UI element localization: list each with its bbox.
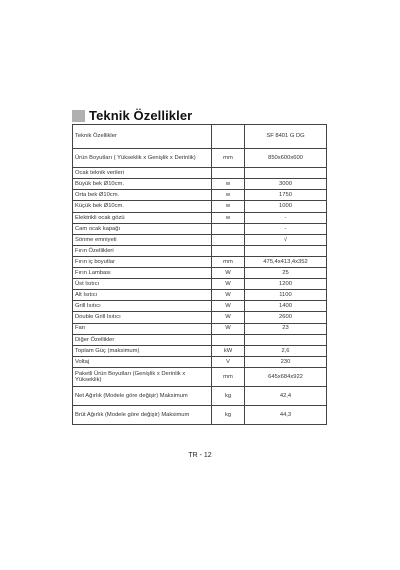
spec-value-cell: 230 bbox=[245, 356, 327, 367]
spec-unit-cell bbox=[212, 223, 245, 234]
spec-value-cell: 475,4x413,4x352 bbox=[245, 256, 327, 267]
spec-value-cell: 25 bbox=[245, 268, 327, 279]
spec-unit-cell bbox=[212, 234, 245, 245]
table-row bbox=[73, 323, 327, 334]
spec-unit-cell: mm bbox=[212, 367, 245, 386]
header-model-cell: SF 8401 G DG bbox=[245, 125, 327, 149]
spec-name-cell: Orta bek Ø10cm. bbox=[73, 190, 212, 201]
header-name-cell: Teknik Özellikler bbox=[73, 125, 212, 149]
spec-name-cell: Grill Isıtıcı bbox=[73, 301, 212, 312]
table-row bbox=[73, 345, 327, 356]
spec-value-cell: 23 bbox=[245, 323, 327, 334]
spec-name-cell: Küçük bek Ø10cm. bbox=[73, 201, 212, 212]
spec-value-cell bbox=[245, 245, 327, 256]
spec-unit-cell: kW bbox=[212, 345, 245, 356]
spec-unit-cell: kg bbox=[212, 387, 245, 406]
spec-value-cell: 42,4 bbox=[245, 387, 327, 406]
spec-name-cell: Cam ocak kapağı bbox=[73, 223, 212, 234]
spec-value-cell: - bbox=[245, 223, 327, 234]
table-row bbox=[73, 356, 327, 367]
heading-marker bbox=[72, 110, 85, 122]
table-row bbox=[73, 301, 327, 312]
spec-name-cell: Ocak teknik verileri bbox=[73, 168, 212, 179]
spec-value-cell: 2,6 bbox=[245, 345, 327, 356]
spec-name-cell: Double Grill Isıtıcı bbox=[73, 312, 212, 323]
table-row bbox=[73, 387, 327, 406]
spec-name-cell: Fan bbox=[73, 323, 212, 334]
spec-unit-cell: w bbox=[212, 179, 245, 190]
table-row bbox=[73, 279, 327, 290]
spec-name-cell: Sönme emniyeti bbox=[73, 234, 212, 245]
spec-name-cell: Elektrikli ocak gözü bbox=[73, 212, 212, 223]
spec-value-cell bbox=[245, 334, 327, 345]
spec-name-cell: Voltaj bbox=[73, 356, 212, 367]
spec-unit-cell: mm bbox=[212, 256, 245, 267]
section-heading bbox=[72, 108, 192, 123]
spec-value-cell: 850x600x600 bbox=[245, 149, 327, 168]
table-row bbox=[73, 149, 327, 168]
table-row bbox=[73, 268, 327, 279]
table-row bbox=[73, 201, 327, 212]
spec-name-cell: Paketli Ürün Boyutları (Genişlik x Derinlik x Yükseklik) bbox=[73, 367, 212, 386]
spec-unit-cell: W bbox=[212, 290, 245, 301]
spec-name-cell: Fırın iç boyutlar bbox=[73, 256, 212, 267]
table-row bbox=[73, 212, 327, 223]
spec-name-cell: Diğer Özellikler bbox=[73, 334, 212, 345]
spec-value-cell: 1100 bbox=[245, 290, 327, 301]
spec-value-cell bbox=[245, 168, 327, 179]
table-row bbox=[73, 312, 327, 323]
table-row bbox=[73, 179, 327, 190]
spec-value-cell: √ bbox=[245, 234, 327, 245]
table-row bbox=[73, 223, 327, 234]
table-row bbox=[73, 367, 327, 386]
spec-unit-cell bbox=[212, 168, 245, 179]
spec-value-cell: 2600 bbox=[245, 312, 327, 323]
table-row bbox=[73, 334, 327, 345]
spec-unit-cell: mm bbox=[212, 149, 245, 168]
spec-name-cell: Üst Isıtıcı bbox=[73, 279, 212, 290]
spec-unit-cell: V bbox=[212, 356, 245, 367]
table-row bbox=[73, 256, 327, 267]
spec-unit-cell: W bbox=[212, 268, 245, 279]
spec-unit-cell: W bbox=[212, 323, 245, 334]
table-row bbox=[73, 234, 327, 245]
spec-unit-cell bbox=[212, 245, 245, 256]
table-row bbox=[73, 168, 327, 179]
spec-name-cell: Net Ağırlık (Modele göre değişir) Maksimum bbox=[73, 387, 212, 406]
header-unit-cell bbox=[212, 125, 245, 149]
table-row bbox=[73, 406, 327, 425]
spec-value-cell: - bbox=[245, 212, 327, 223]
spec-name-cell: Fırın Lambası bbox=[73, 268, 212, 279]
spec-table bbox=[72, 124, 327, 425]
spec-value-cell: 1400 bbox=[245, 301, 327, 312]
table-row bbox=[73, 190, 327, 201]
spec-value-cell: 1200 bbox=[245, 279, 327, 290]
spec-unit-cell: w bbox=[212, 190, 245, 201]
spec-name-cell: Büyük bek Ø10cm. bbox=[73, 179, 212, 190]
spec-value-cell: 1750 bbox=[245, 190, 327, 201]
spec-unit-cell: W bbox=[212, 301, 245, 312]
spec-unit-cell: kg bbox=[212, 406, 245, 425]
spec-name-cell: Ürün Boyutları ( Yükseklik x Genişlik x Derinlik) bbox=[73, 149, 212, 168]
page-number: TR - 12 bbox=[188, 452, 212, 459]
table-row bbox=[73, 245, 327, 256]
spec-unit-cell: w bbox=[212, 201, 245, 212]
spec-unit-cell: W bbox=[212, 279, 245, 290]
spec-name-cell: Fırın Özellikleri bbox=[73, 245, 212, 256]
table-row bbox=[73, 290, 327, 301]
spec-name-cell: Alt Isıtıcı bbox=[73, 290, 212, 301]
table-header-row bbox=[73, 125, 327, 149]
spec-value-cell: 3000 bbox=[245, 179, 327, 190]
spec-value-cell: 44,3 bbox=[245, 406, 327, 425]
spec-value-cell: 1000 bbox=[245, 201, 327, 212]
spec-unit-cell bbox=[212, 334, 245, 345]
spec-name-cell: Toplam Güç (maksimum) bbox=[73, 345, 212, 356]
spec-value-cell: 645x684x922 bbox=[245, 367, 327, 386]
spec-name-cell: Brüt Ağırlık (Modele göre değişir) Maksimum bbox=[73, 406, 212, 425]
heading-title: Teknik Özellikler bbox=[89, 108, 193, 123]
spec-unit-cell: W bbox=[212, 312, 245, 323]
spec-unit-cell: w bbox=[212, 212, 245, 223]
